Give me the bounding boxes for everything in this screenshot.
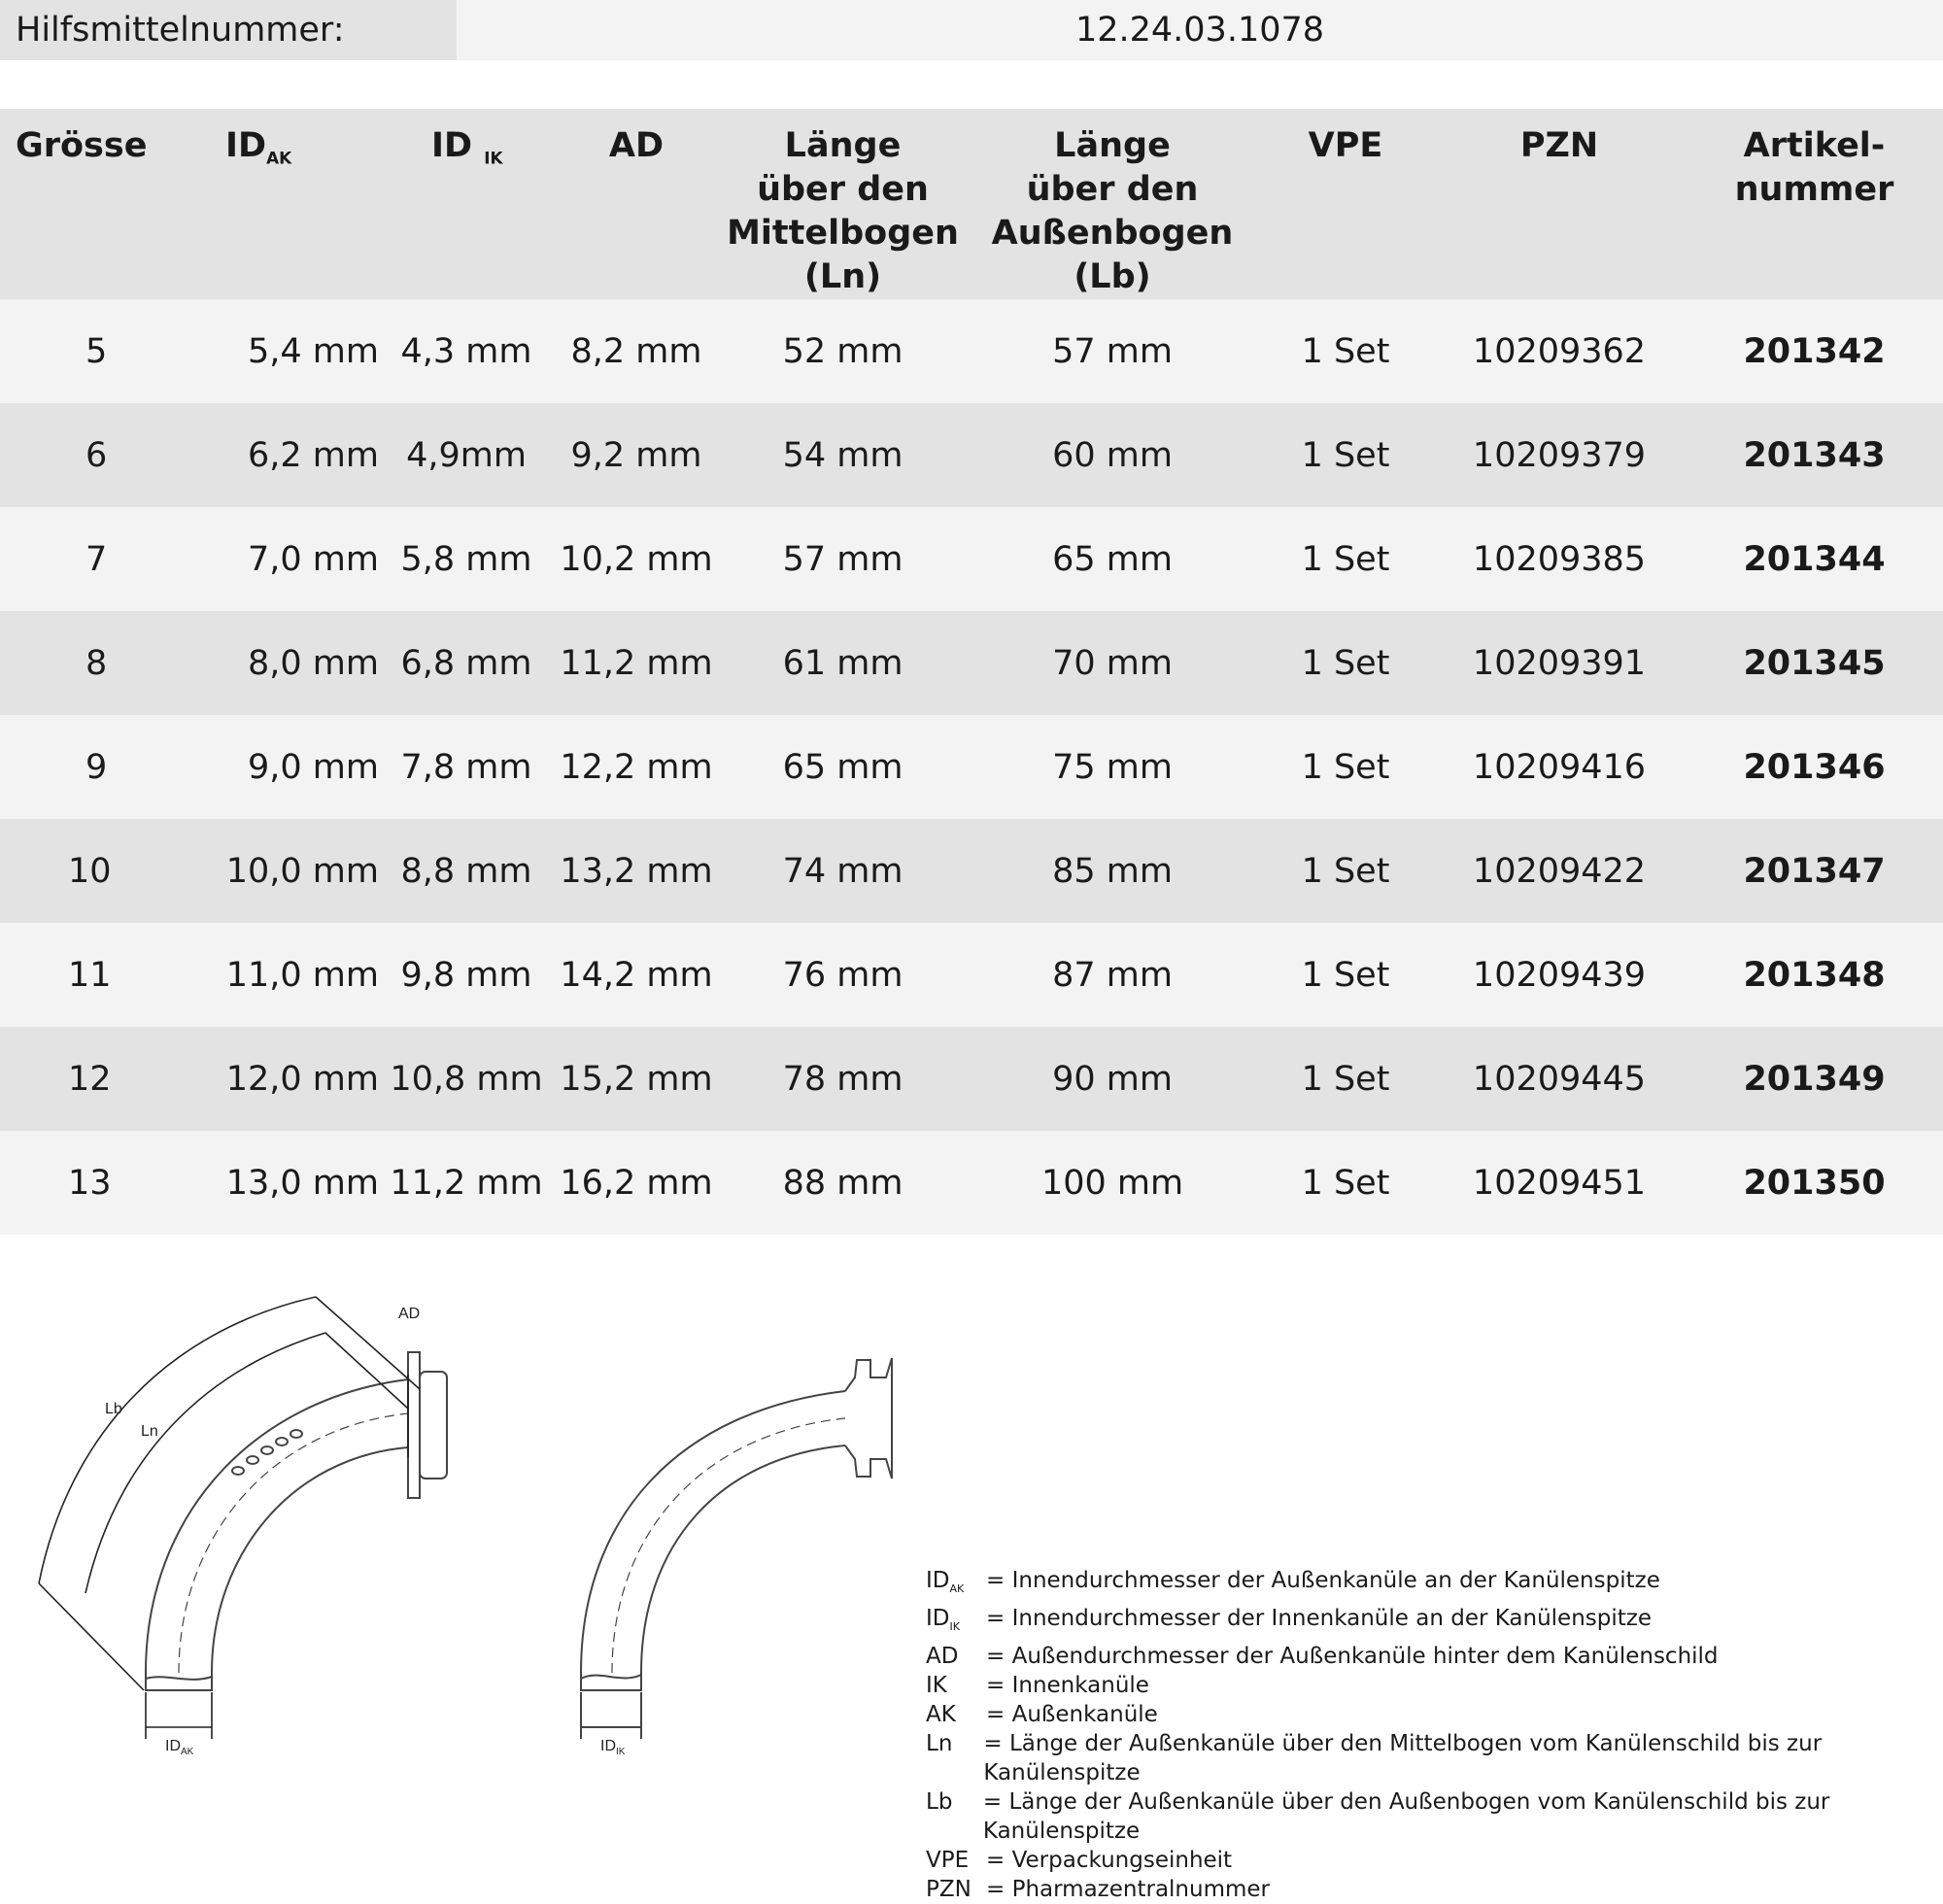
legend-row bbox=[926, 1846, 1943, 1875]
legend-key bbox=[926, 1604, 986, 1642]
legend-row bbox=[926, 1566, 1943, 1604]
inner-cannula-inner-edge bbox=[641, 1445, 845, 1673]
cell-ln: 78 mm bbox=[719, 1027, 967, 1131]
header-id-ik bbox=[379, 109, 554, 299]
header-pzn bbox=[1433, 109, 1686, 299]
cell-ln: 74 mm bbox=[719, 819, 967, 923]
cell-id-ak: 13,0 mm bbox=[146, 1131, 379, 1235]
cell-lb: 100 mm bbox=[967, 1131, 1258, 1235]
table-row bbox=[0, 1131, 1943, 1235]
cell-lb: 57 mm bbox=[967, 299, 1258, 403]
legend-row bbox=[926, 1875, 1943, 1904]
header-art-line1: Artikel- bbox=[1743, 126, 1886, 165]
header-id-ak-main: ID bbox=[225, 126, 267, 165]
id-ak-label-sub: AK bbox=[181, 1747, 194, 1757]
header-groesse bbox=[0, 109, 146, 299]
cell-ad: 15,2 mm bbox=[554, 1027, 719, 1131]
cell-lb: 70 mm bbox=[967, 611, 1258, 715]
cell-pzn: 10209439 bbox=[1433, 923, 1686, 1027]
cell-ad: 10,2 mm bbox=[554, 507, 719, 611]
dimension-lines bbox=[39, 1297, 420, 1739]
id-ik-label bbox=[600, 1738, 626, 1757]
cell-ad: 8,2 mm bbox=[554, 299, 719, 403]
legend-text: = Verpackungseinheit bbox=[986, 1847, 1233, 1873]
table-row bbox=[0, 923, 1943, 1027]
header-id-ak bbox=[146, 109, 379, 299]
cell-ad: 14,2 mm bbox=[554, 923, 719, 1027]
header-id-ik-main: ID bbox=[431, 126, 485, 165]
cell-artikelnummer: 201348 bbox=[1686, 923, 1943, 1027]
cell-groesse: 7 bbox=[0, 507, 146, 611]
fenestration-hole bbox=[247, 1456, 258, 1464]
inner-cannula-drawing bbox=[581, 1358, 892, 1739]
legend-key: PZN bbox=[926, 1876, 972, 1902]
cell-vpe: 1 Set bbox=[1258, 923, 1433, 1027]
legend-text: = Innendurchmesser der Innenkanüle an der Kanülenspitze bbox=[986, 1605, 1652, 1631]
cell-pzn: 10209422 bbox=[1433, 819, 1686, 923]
legend-key: Lb bbox=[926, 1788, 953, 1815]
header-groesse-text: Grösse bbox=[16, 126, 148, 165]
legend-row bbox=[926, 1642, 1943, 1671]
cell-vpe: 1 Set bbox=[1258, 507, 1433, 611]
cell-groesse: 12 bbox=[0, 1027, 146, 1131]
cell-artikelnummer: 201343 bbox=[1686, 403, 1943, 507]
fenestration-hole bbox=[232, 1467, 244, 1475]
cell-id-ik: 5,8 mm bbox=[379, 507, 554, 611]
lb-label: Lb bbox=[105, 1401, 122, 1417]
inner-cannula-centerline bbox=[612, 1418, 845, 1673]
cell-pzn: 10209451 bbox=[1433, 1131, 1686, 1235]
legend-row bbox=[926, 1700, 1943, 1729]
cell-groesse: 13 bbox=[0, 1131, 146, 1235]
legend-text: = Länge der Außenkanüle über den Mittelbogen vom Kanülenschild bis zur Kanülenspitze bbox=[983, 1730, 1823, 1785]
cell-id-ik: 4,3 mm bbox=[379, 299, 554, 403]
cell-id-ak: 11,0 mm bbox=[146, 923, 379, 1027]
id-ik-label-main: ID bbox=[600, 1738, 616, 1754]
header-lb bbox=[967, 109, 1258, 299]
cell-pzn: 10209416 bbox=[1433, 715, 1686, 819]
legend-key: AD bbox=[926, 1643, 959, 1669]
legend-text: = Innendurchmesser der Außenkanüle an der Kanülenspitze bbox=[986, 1568, 1660, 1593]
header-lb-line3: Außenbogen bbox=[991, 214, 1234, 253]
inner-cannula-outer-edge bbox=[581, 1391, 845, 1673]
cell-id-ak: 7,0 mm bbox=[146, 507, 379, 611]
cell-id-ak: 8,0 mm bbox=[146, 611, 379, 715]
id-ak-label bbox=[165, 1738, 194, 1757]
legend-text: = Außenkanüle bbox=[986, 1701, 1158, 1727]
cell-id-ik: 11,2 mm bbox=[379, 1131, 554, 1235]
cell-groesse: 10 bbox=[0, 819, 146, 923]
cell-id-ik: 8,8 mm bbox=[379, 819, 554, 923]
lb-tip-extension-line bbox=[39, 1583, 144, 1690]
ad-label: AD bbox=[398, 1306, 421, 1322]
header-pzn-text: PZN bbox=[1519, 126, 1599, 165]
cell-groesse: 11 bbox=[0, 923, 146, 1027]
cell-id-ik: 9,8 mm bbox=[379, 923, 554, 1027]
header-ln-line2: über den bbox=[757, 170, 929, 209]
legend-row bbox=[926, 1729, 1943, 1787]
legend-row bbox=[926, 1671, 1943, 1700]
cell-groesse: 8 bbox=[0, 611, 146, 715]
cell-ln: 88 mm bbox=[719, 1131, 967, 1235]
outer-cannula-outer-edge bbox=[146, 1379, 408, 1673]
ln-dimension-arc bbox=[85, 1333, 325, 1593]
legend-text: = Außendurchmesser der Außenkanüle hinter dem Kanülenschild bbox=[986, 1643, 1719, 1669]
hilfsmittelnummer-bar bbox=[0, 0, 1943, 60]
header-ln-line1: Länge bbox=[784, 126, 902, 165]
cell-id-ik: 4,9mm bbox=[379, 403, 554, 507]
cannula-diagram bbox=[0, 1263, 933, 1832]
cell-id-ak: 6,2 mm bbox=[146, 403, 379, 507]
outer-cannula-tip bbox=[146, 1673, 212, 1690]
fenestration-hole bbox=[276, 1438, 288, 1445]
cell-id-ik: 6,8 mm bbox=[379, 611, 554, 715]
header-ad-text: AD bbox=[608, 126, 665, 165]
cell-groesse: 6 bbox=[0, 403, 146, 507]
outer-cannula-inner-edge bbox=[212, 1447, 408, 1673]
cell-vpe: 1 Set bbox=[1258, 1027, 1433, 1131]
table-row bbox=[0, 507, 1943, 611]
cell-artikelnummer: 201350 bbox=[1686, 1131, 1943, 1235]
legend-key: IK bbox=[926, 1672, 947, 1698]
cell-vpe: 1 Set bbox=[1258, 403, 1433, 507]
legend-key: AK bbox=[926, 1701, 956, 1727]
hilfsmittelnummer-value: 12.24.03.1078 bbox=[457, 0, 1943, 60]
cell-lb: 60 mm bbox=[967, 403, 1258, 507]
cell-ln: 61 mm bbox=[719, 611, 967, 715]
cell-ln: 65 mm bbox=[719, 715, 967, 819]
table-row bbox=[0, 715, 1943, 819]
neck-plate bbox=[420, 1372, 447, 1479]
cell-groesse: 5 bbox=[0, 299, 146, 403]
cell-ad: 9,2 mm bbox=[554, 403, 719, 507]
table-row bbox=[0, 403, 1943, 507]
fenestration-hole bbox=[261, 1446, 273, 1454]
cell-ad: 16,2 mm bbox=[554, 1131, 719, 1235]
cell-artikelnummer: 201342 bbox=[1686, 299, 1943, 403]
cell-vpe: 1 Set bbox=[1258, 1131, 1433, 1235]
table-row bbox=[0, 299, 1943, 403]
header-lb-line2: über den bbox=[1026, 170, 1199, 209]
cell-id-ik: 7,8 mm bbox=[379, 715, 554, 819]
cell-lb: 90 mm bbox=[967, 1027, 1258, 1131]
cell-ad: 12,2 mm bbox=[554, 715, 719, 819]
cell-artikelnummer: 201349 bbox=[1686, 1027, 1943, 1131]
legend-key: Ln bbox=[926, 1730, 953, 1756]
abbreviation-legend bbox=[926, 1566, 1943, 1904]
cell-ln: 54 mm bbox=[719, 403, 967, 507]
header-lb-line4: (Lb) bbox=[1074, 257, 1151, 296]
id-ak-label-main: ID bbox=[165, 1738, 181, 1754]
header-ln bbox=[719, 109, 967, 299]
legend-key-sub: IK bbox=[949, 1619, 960, 1633]
legend-key bbox=[926, 1566, 986, 1604]
cell-id-ak: 5,4 mm bbox=[146, 299, 379, 403]
lb-dimension-arc bbox=[39, 1297, 316, 1583]
legend-row bbox=[926, 1604, 1943, 1642]
ln-label: Ln bbox=[141, 1423, 158, 1440]
cell-artikelnummer: 201346 bbox=[1686, 715, 1943, 819]
header-id-ak-sub: AK bbox=[266, 148, 292, 168]
header-lb-line1: Länge bbox=[1054, 126, 1171, 165]
cell-vpe: 1 Set bbox=[1258, 715, 1433, 819]
cell-vpe: 1 Set bbox=[1258, 611, 1433, 715]
header-ad bbox=[554, 109, 719, 299]
header-artikelnummer bbox=[1686, 109, 1943, 299]
legend-key-main: ID bbox=[926, 1605, 950, 1631]
header-ln-line3: Mittelbogen bbox=[727, 214, 959, 253]
cell-id-ak: 10,0 mm bbox=[146, 819, 379, 923]
cell-vpe: 1 Set bbox=[1258, 299, 1433, 403]
cell-artikelnummer: 201345 bbox=[1686, 611, 1943, 715]
neck-plate-flange bbox=[408, 1352, 420, 1498]
legend-row bbox=[926, 1787, 1943, 1846]
cell-groesse: 9 bbox=[0, 715, 146, 819]
cell-ln: 57 mm bbox=[719, 507, 967, 611]
header-vpe-text: VPE bbox=[1308, 126, 1383, 165]
table-row bbox=[0, 1027, 1943, 1131]
cell-ad: 11,2 mm bbox=[554, 611, 719, 715]
header-vpe bbox=[1258, 109, 1433, 299]
fenestration-hole bbox=[290, 1430, 302, 1438]
cell-ad: 13,2 mm bbox=[554, 819, 719, 923]
cell-artikelnummer: 201347 bbox=[1686, 819, 1943, 923]
inner-cannula-tip bbox=[581, 1673, 641, 1690]
cell-pzn: 10209379 bbox=[1433, 403, 1686, 507]
header-id-ik-sub: IK bbox=[484, 148, 503, 168]
cell-id-ak: 9,0 mm bbox=[146, 715, 379, 819]
id-ik-label-sub: IK bbox=[616, 1747, 626, 1757]
ln-extension-line bbox=[325, 1333, 408, 1409]
cell-pzn: 10209445 bbox=[1433, 1027, 1686, 1131]
hilfsmittelnummer-label: Hilfsmittelnummer: bbox=[0, 0, 457, 60]
cell-lb: 85 mm bbox=[967, 819, 1258, 923]
legend-text: = Innenkanüle bbox=[986, 1672, 1149, 1698]
table-row bbox=[0, 611, 1943, 715]
legend-text: = Pharmazentralnummer bbox=[986, 1876, 1271, 1902]
legend-key-sub: AK bbox=[949, 1581, 965, 1595]
cell-ln: 52 mm bbox=[719, 299, 967, 403]
cell-id-ik: 10,8 mm bbox=[379, 1027, 554, 1131]
product-table bbox=[0, 109, 1943, 1235]
header-art-line2: nummer bbox=[1734, 170, 1894, 209]
cell-pzn: 10209362 bbox=[1433, 299, 1686, 403]
cell-lb: 87 mm bbox=[967, 923, 1258, 1027]
legend-text: = Länge der Außenkanüle über den Außenbogen vom Kanülenschild bis zur Kanülenspitze bbox=[982, 1788, 1830, 1844]
legend-key: VPE bbox=[926, 1847, 970, 1873]
cell-pzn: 10209385 bbox=[1433, 507, 1686, 611]
cell-artikelnummer: 201344 bbox=[1686, 507, 1943, 611]
cell-lb: 75 mm bbox=[967, 715, 1258, 819]
inner-cannula-connector bbox=[845, 1358, 892, 1479]
cell-lb: 65 mm bbox=[967, 507, 1258, 611]
table-row bbox=[0, 819, 1943, 923]
cell-vpe: 1 Set bbox=[1258, 819, 1433, 923]
header-ln-line4: (Ln) bbox=[803, 257, 882, 296]
table-header-row bbox=[0, 109, 1943, 299]
legend-key-main: ID bbox=[926, 1568, 950, 1593]
cell-pzn: 10209391 bbox=[1433, 611, 1686, 715]
cell-ln: 76 mm bbox=[719, 923, 967, 1027]
cell-id-ak: 12,0 mm bbox=[146, 1027, 379, 1131]
